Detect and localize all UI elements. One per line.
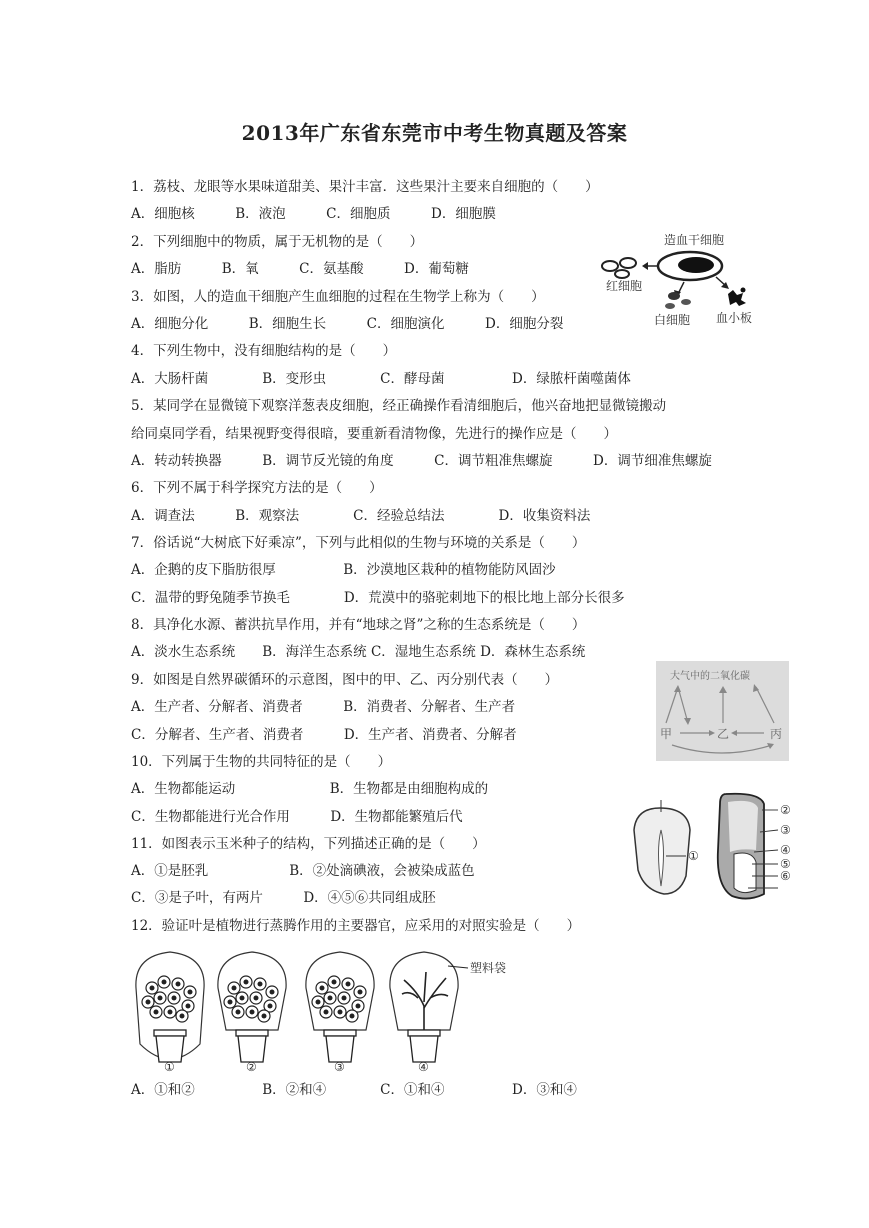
plant-label-1: ① xyxy=(164,1060,175,1074)
text-line: 8．具净化水源、蓄洪抗旱作用，并有“地球之肾”之称的生态系统是（ ） xyxy=(131,617,586,633)
white-cell xyxy=(668,292,680,300)
co2-label: 大气中的二氧化碳 xyxy=(670,671,750,682)
seed-label-3: ③ xyxy=(780,823,791,837)
white-cell-label: 白细胞 xyxy=(654,313,691,327)
text-line: A．①是胚乳 B．②处滴碘液，会被染成蓝色 xyxy=(131,863,475,879)
text-line: A．转动转换器 B．调节反光镜的角度 C．调节粗准焦螺旋 D．调节细准焦螺旋 xyxy=(131,453,712,469)
platelet-label: 血小板 xyxy=(716,311,753,325)
text-line: 4．下列生物中，没有细胞结构的是（ ） xyxy=(131,343,397,359)
bag-label: 塑料袋 xyxy=(470,961,507,975)
plant-label-3: ③ xyxy=(334,1060,345,1074)
seed-label-5: ⑤ xyxy=(780,857,791,871)
nucleus xyxy=(678,257,714,273)
text-line: A．企鹅的皮下脂肪很厚 B．沙漠地区栽种的植物能防风固沙 xyxy=(131,562,556,578)
red-cell xyxy=(602,261,618,271)
text-line: A．细胞核 B．液泡 C．细胞质 D．细胞膜 xyxy=(131,206,496,222)
page-title: 2013年广东省东莞市中考生物真题及答案 xyxy=(241,121,628,145)
text-line: A．调查法 B．观察法 C．经验总结法 D．收集资料法 xyxy=(131,508,591,524)
plant-4 xyxy=(390,952,458,1062)
text-line: 2．下列细胞中的物质，属于无机物的是（ ） xyxy=(131,234,424,250)
plant-label-4: ④ xyxy=(418,1060,429,1074)
white-cell xyxy=(665,303,675,309)
text-line: A．细胞分化 B．细胞生长 C．细胞演化 D．细胞分裂 xyxy=(131,316,564,332)
text-line: 5．某同学在显微镜下观察洋葱表皮细胞，经正确操作看清细胞后，他兴奋地把显微镜搬动 xyxy=(131,398,667,414)
text-line: 7．俗话说“大树底下好乘凉”，下列与此相似的生物与环境的关系是（ ） xyxy=(131,535,586,551)
blood-cell-figure xyxy=(600,230,775,330)
text-line: 11．如图表示玉米种子的结构，下列描述正确的是（ ） xyxy=(131,836,486,852)
plant-label-2: ② xyxy=(246,1060,257,1074)
endosperm xyxy=(728,801,758,852)
text-line: 给同桌同学看，结果视野变得很暗，要重新看清物像，先进行的操作应是（ ） xyxy=(131,426,617,442)
red-cell xyxy=(620,258,636,268)
text-line: 12．验证叶是植物进行蒸腾作用的主要器官，应采用的对照实验是（ ） xyxy=(131,918,581,934)
text-line: 6．下列不属于科学探究方法的是（ ） xyxy=(131,480,383,496)
embryo xyxy=(734,853,756,893)
red-cell xyxy=(615,270,629,278)
node-b: 乙 xyxy=(717,727,730,741)
white-cell xyxy=(681,299,691,305)
node-c: 丙 xyxy=(770,727,783,741)
seed-label-6: ⑥ xyxy=(780,869,791,883)
text-line: C．③是子叶，有两片 D．④⑤⑥共同组成胚 xyxy=(131,890,436,906)
text-line: A．①和② B．②和④ C．①和④ D．③和④ xyxy=(131,1082,577,1098)
text-line: C．温带的野兔随季节换毛 D．荒漠中的骆驼刺地下的根比地上部分长很多 xyxy=(131,590,625,606)
text-line: 9．如图是自然界碳循环的示意图，图中的甲、乙、丙分别代表（ ） xyxy=(131,672,559,688)
text-line: A．脂肪 B．氧 C．氨基酸 D．葡萄糖 xyxy=(131,261,469,277)
plants-experiment-figure xyxy=(128,940,528,1075)
stem-cell-label: 造血干细胞 xyxy=(664,233,725,247)
text-line: A．生产者、分解者、消费者 B．消费者、分解者、生产者 xyxy=(131,699,516,715)
text-line: A．大肠杆菌 B．变形虫 C．酵母菌 D．绿脓杆菌噬菌体 xyxy=(131,371,631,387)
text-line: C．生物都能进行光合作用 D．生物都能繁殖后代 xyxy=(131,809,463,825)
text-line: C．分解者、生产者、消费者 D．生产者、消费者、分解者 xyxy=(131,727,517,743)
node-a: 甲 xyxy=(660,727,673,741)
text-line: 10．下列属于生物的共同特征的是（ ） xyxy=(131,754,392,770)
red-cell-label: 红细胞 xyxy=(606,279,643,293)
text-line: 1．荔枝、龙眼等水果味道甜美、果汁丰富．这些果汁主要来自细胞的（ ） xyxy=(131,179,599,195)
plant-3 xyxy=(306,952,374,1062)
seed-label-2: ② xyxy=(780,803,791,817)
carbon-cycle-figure xyxy=(656,661,789,761)
plant-1 xyxy=(136,952,204,1062)
text-line: A．淡水生态系统 B．海洋生态系统 C．湿地生态系统 D．森林生态系统 xyxy=(131,644,586,660)
seed-label-4: ④ xyxy=(780,843,791,857)
seed-label-1: ① xyxy=(688,849,699,863)
text-line: A．生物都能运动 B．生物都是由细胞构成的 xyxy=(131,781,489,797)
corn-seed-figure xyxy=(630,790,800,905)
plant-2 xyxy=(218,952,286,1062)
text-line: 3．如图，人的造血干细胞产生血细胞的过程在生物学上称为（ ） xyxy=(131,289,545,305)
